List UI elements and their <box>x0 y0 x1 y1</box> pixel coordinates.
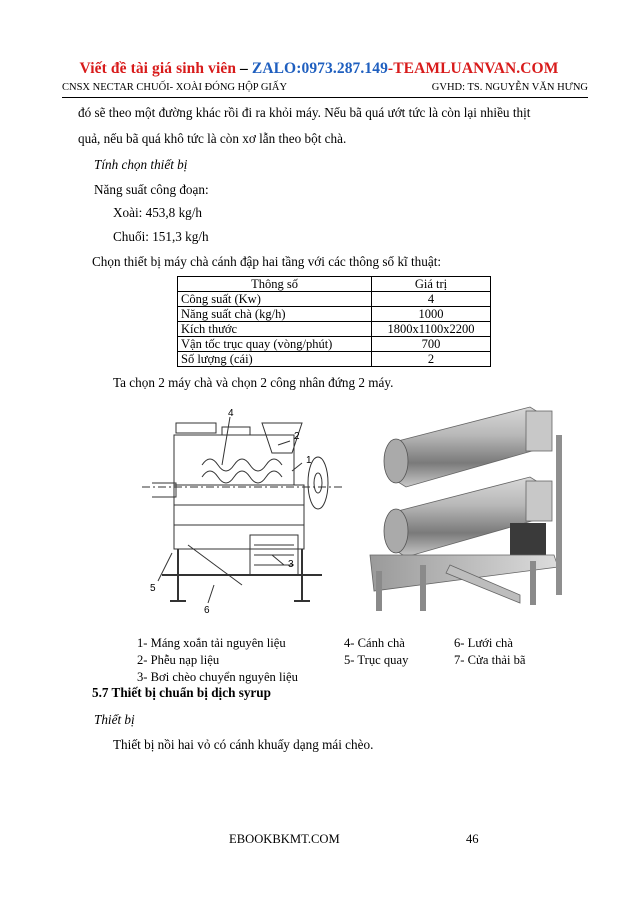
table-header-row <box>178 277 491 292</box>
legend-item-7: 7- Cửa thải bã <box>454 653 526 667</box>
diagram-label: 5 <box>150 583 156 594</box>
section-subtitle: Thiết bị <box>94 712 135 727</box>
body-line-1: đó sẽ theo một đường khác rồi đi ra khỏi máy. Nếu bã quá ướt tức là còn lại nhiều thịt <box>78 105 531 120</box>
page-number: 46 <box>466 832 479 846</box>
table-row <box>178 322 491 337</box>
diagram-label: 4 <box>228 408 234 419</box>
header-right: GVHD: TS. NGUYỄN VĂN HƯNG <box>431 82 588 93</box>
section-text: Thiết bị nồi hai vỏ có cánh khuấy dạng mái chèo. <box>113 737 374 752</box>
table-cell: Kích thước <box>178 322 372 337</box>
table-cell: 700 <box>372 337 491 352</box>
header-banner <box>0 60 638 78</box>
table-row <box>178 352 491 367</box>
section-title: 5.7 Thiết bị chuẩn bị dịch syrup <box>92 685 271 700</box>
legend-item-4: 4- Cánh chà <box>344 636 405 650</box>
legend-item-1: 1- Máng xoắn tải nguyên liệu <box>137 636 286 650</box>
banner-sep-1: – <box>236 60 252 77</box>
table-cell: Số lượng (cái) <box>178 352 372 367</box>
footer-site: EBOOKBKMT.COM <box>229 832 340 846</box>
legend-item-2: 2- Phễu nạp liệu <box>137 653 220 667</box>
spec-table <box>177 276 491 367</box>
table-row <box>178 292 491 307</box>
banner-sep-2: - <box>387 60 394 77</box>
table-cell: Công suất (Kw) <box>178 292 372 307</box>
table-cell: 2 <box>372 352 491 367</box>
table-row <box>178 337 491 352</box>
table-header-value: Giá trị <box>372 277 491 292</box>
legend-item-3: 3- Bơi chèo chuyển nguyên liệu <box>137 670 298 684</box>
capacity-label: Năng suất công đoạn: <box>94 182 209 197</box>
legend-item-5: 5- Trục quay <box>344 653 409 667</box>
table-header-param: Thông số <box>178 277 372 292</box>
table-cell: 1800x1100x2200 <box>372 322 491 337</box>
table-cell: 4 <box>372 292 491 307</box>
table-row <box>178 307 491 322</box>
pulper-photo <box>350 395 580 625</box>
banana-capacity: Chuối: 151,3 kg/h <box>113 229 209 244</box>
table-cell: Vận tốc trục quay (vòng/phút) <box>178 337 372 352</box>
body-line-2: quả, nếu bã quá khô tức là còn xơ lẫn theo bột chà. <box>78 131 347 146</box>
diagram-label: 6 <box>204 605 210 615</box>
diagram-label: 2 <box>294 431 300 442</box>
legend-item-6: 6- Lưới chà <box>454 636 513 650</box>
banner-text-1: Viết đề tài giá sinh viên <box>79 60 237 77</box>
conclusion-text: Ta chọn 2 máy chà và chọn 2 công nhân đứng 2 máy. <box>113 375 394 390</box>
pulper-diagram <box>142 405 342 615</box>
banner-zalo: ZALO:0973.287.149 <box>251 60 388 77</box>
header-left: CNSX NECTAR CHUỐI- XOÀI ĐÓNG HỘP GIẤY <box>62 82 288 93</box>
selection-heading: Tính chọn thiết bị <box>94 157 188 172</box>
choose-equipment-text: Chọn thiết bị máy chà cánh đập hai tầng với các thông số kĩ thuật: <box>92 254 442 269</box>
running-header <box>62 81 588 98</box>
table-cell: Năng suất chà (kg/h) <box>178 307 372 322</box>
mango-capacity: Xoài: 453,8 kg/h <box>113 205 203 220</box>
diagram-label: 3 <box>288 559 294 570</box>
banner-site: TEAMLUANVAN.COM <box>393 60 559 77</box>
diagram-label: 1 <box>306 455 312 466</box>
table-cell: 1000 <box>372 307 491 322</box>
